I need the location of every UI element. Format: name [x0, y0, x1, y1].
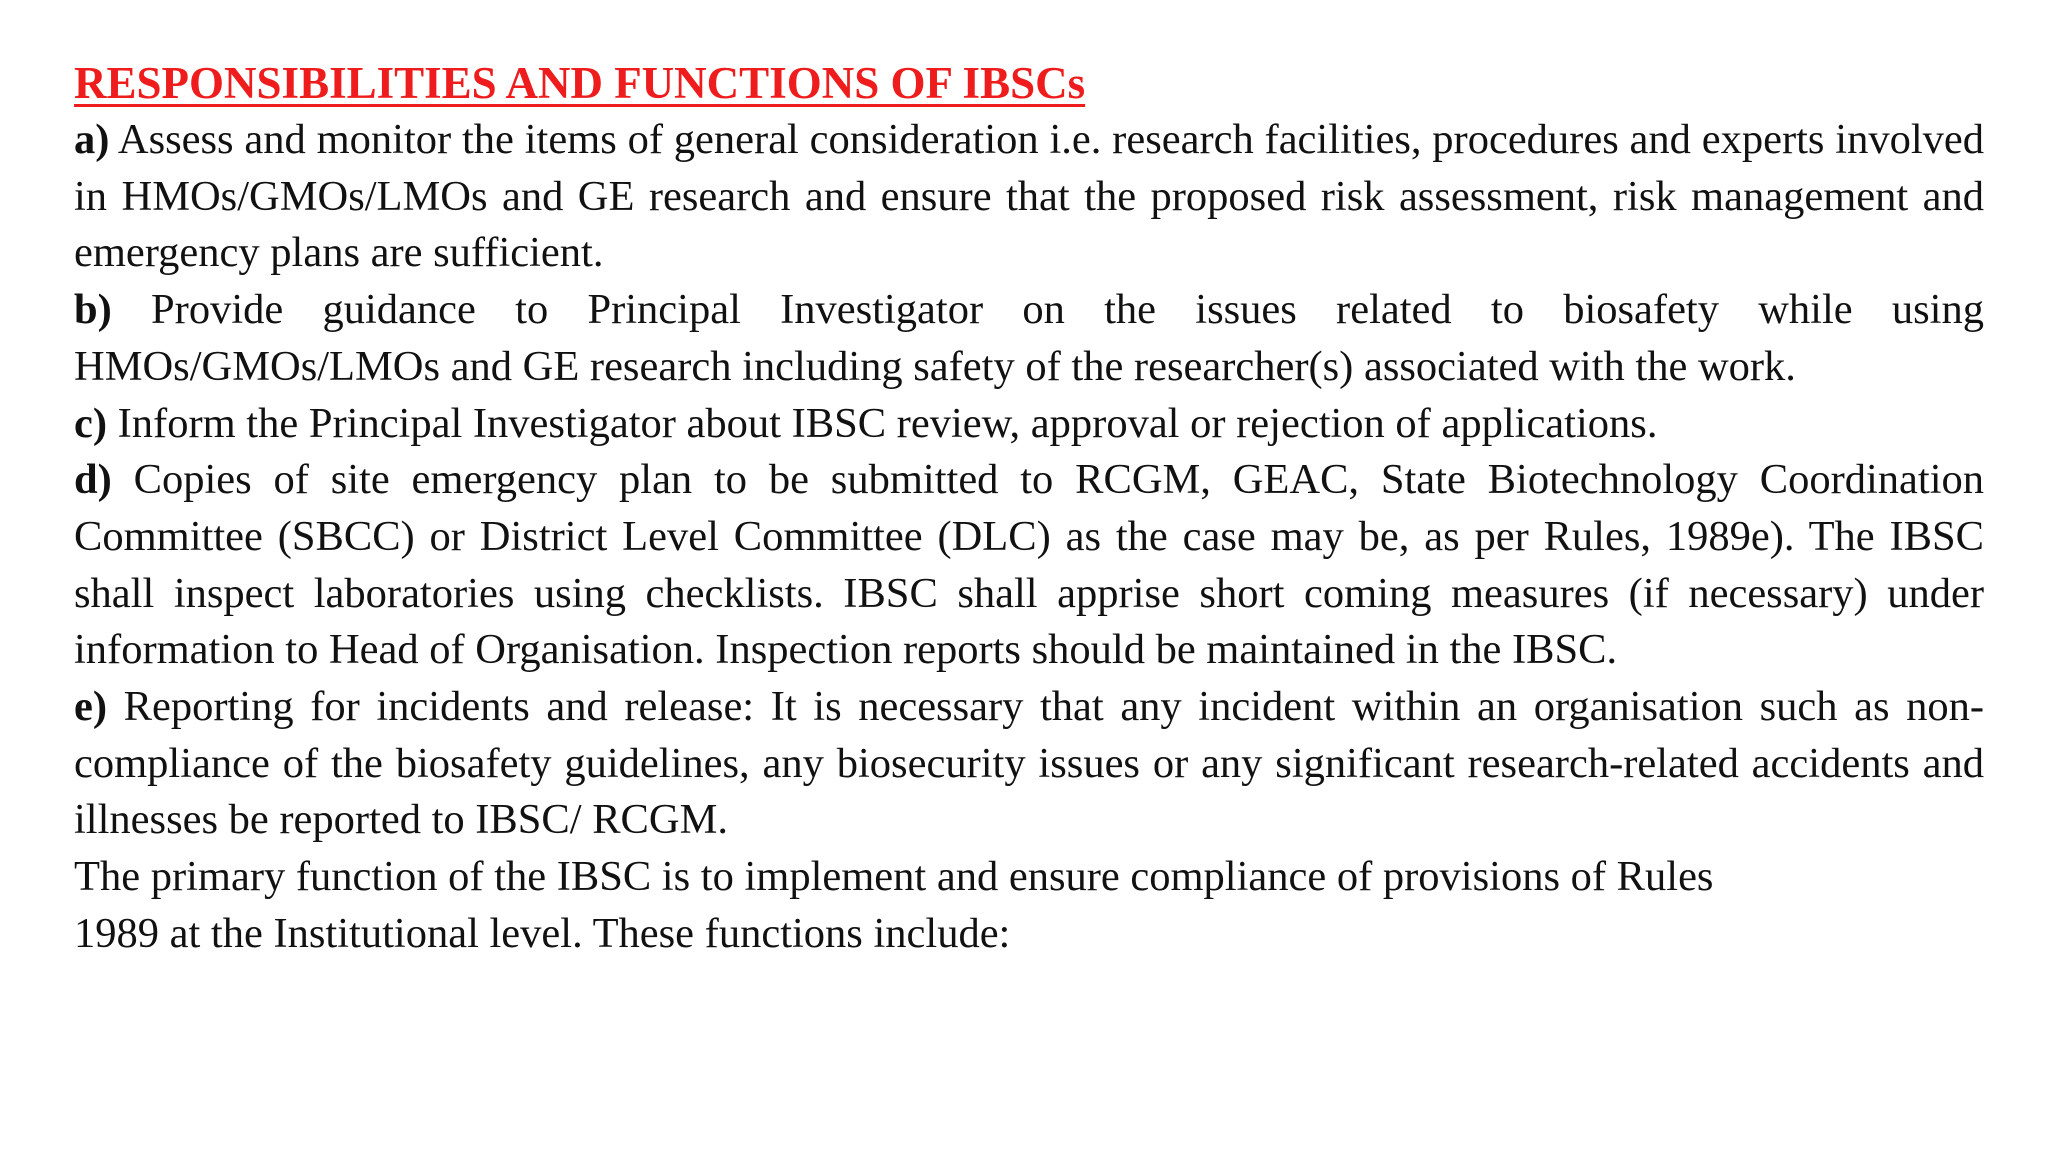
item-a — [74, 112, 1984, 282]
item-c-label: c) — [74, 399, 108, 447]
item-e-label: e) — [74, 683, 108, 731]
item-d-text: Copies of site emergency plan to be submitted to RCGM, GEAC, State Biotechnology Coordination Committee (SBCC) or District Level Committee (DLC) as the case may be, as per Rules, 1989e). The IBSC shall inspect laboratories using checklists. IBSC shall apprise short coming measures (if necessary) under information to Head of Organisation. Inspection reports should be maintained in the IBSC. — [74, 456, 1985, 674]
item-b-text: Provide guidance to Principal Investigator on the issues related to biosafety while using HMOs/GMOs/LMOs and GE research including safety of the researcher(s) associated with the work. — [74, 286, 1984, 390]
item-c — [74, 396, 1984, 453]
closing-paragraph — [74, 849, 1984, 962]
item-e-text: Reporting for incidents and release: It is necessary that any incident within an organisation such as non-compliance of the biosafety guidelines, any biosecurity issues or any significant research-related accidents and illnesses be reported to IBSC/ RCGM. — [74, 683, 1985, 844]
slide-title: RESPONSIBILITIES AND FUNCTIONS OF IBSCs — [74, 58, 1086, 108]
item-a-text: Assess and monitor the items of general consideration i.e. research facilities, procedures and experts involved in HMOs/GMOs/LMOs and GE research and ensure that the proposed risk assessment, risk management and emergency plans are sufficient. — [74, 116, 1984, 277]
item-c-text: Inform the Principal Investigator about IBSC review, approval or rejection of applications. — [117, 399, 1658, 447]
closing-line-1: The primary function of the IBSC is to implement and ensure compliance of provisions of Rules — [74, 853, 1714, 901]
item-d — [74, 452, 1984, 679]
item-b — [74, 282, 1984, 395]
item-a-label: a) — [74, 116, 110, 163]
closing-line-2: 1989 at the Institutional level. These functions include: — [74, 909, 1011, 957]
item-d-label: d) — [74, 456, 112, 504]
item-b-label: b) — [74, 286, 112, 334]
slide-content — [74, 54, 1984, 963]
item-e — [74, 679, 1984, 849]
